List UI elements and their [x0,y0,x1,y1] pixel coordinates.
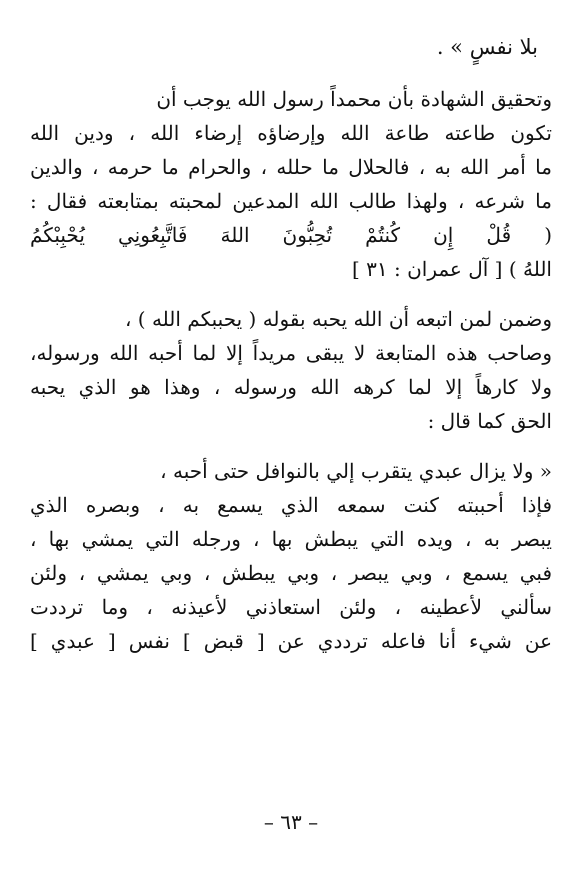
text-line: « ولا يزال عبدي يتقرب إلي بالنوافل حتى أحبه ، [160,459,552,483]
verse-citation-line: اللهُ ) [ آل عمران : ٣١ ] [351,257,552,281]
text-line: سألني لأعطينه ، ولئن استعاذني لأعيذنه ، وما ترددت [30,595,552,619]
text-line: وتحقيق الشهادة بأن محمداً رسول الله يوجب أن [156,87,552,111]
paragraph-1 [30,82,552,286]
text-line: ولا كارهاً إلا لما كرهه الله ورسوله ، وهذا هو الذي يحبه [30,375,552,399]
heading-line: بلا نفسٍ » . [436,35,538,59]
text-line: عن شيء أنا فاعله ترددي عن [ قبض ] نفس [ عبدي ] [30,629,552,653]
text-line: يبصر به ، ويده التي يبطش بها ، ورجله التي يمشي بها ، [30,527,552,551]
page-number: – ٦٣ – [263,810,319,834]
text-line: فإذا أحببته كنت سمعه الذي يسمع به ، وبصره الذي [30,493,552,517]
paragraph-3-hadith [30,454,552,658]
text-line: ما شرعه ، ولهذا طالب الله المدعين لمحبته بمتابعته فقال : [30,189,552,213]
text-line: وضمن لمن اتبعه أن الله يحبه بقوله ( يحببكم الله ) ، [124,307,552,331]
text-line: الحق كما قال : [427,409,552,433]
text-line: تكون طاعته طاعة الله وإرضاؤه إرضاء الله ، ودين الله [30,121,552,145]
text-line: وصاحب هذه المتابعة لا يبقى مريداً إلا لما أحبه الله ورسوله، [30,341,552,365]
page-body [30,28,552,858]
paragraph-2 [30,302,552,438]
text-line: فبي يسمع ، وبي يبصر ، وبي يبطش ، وبي يمشي ، ولئن [30,561,552,585]
text-line: ما أمر الله به ، فالحلال ما حلله ، والحرام ما حرمه ، والدين [30,155,552,179]
quran-verse-line: ( قُلْ إِن كُنتُمْ تُحِبُّونَ اللهَ فَاتَّبِعُونِي يُحْبِبْكُمُ [30,223,552,247]
